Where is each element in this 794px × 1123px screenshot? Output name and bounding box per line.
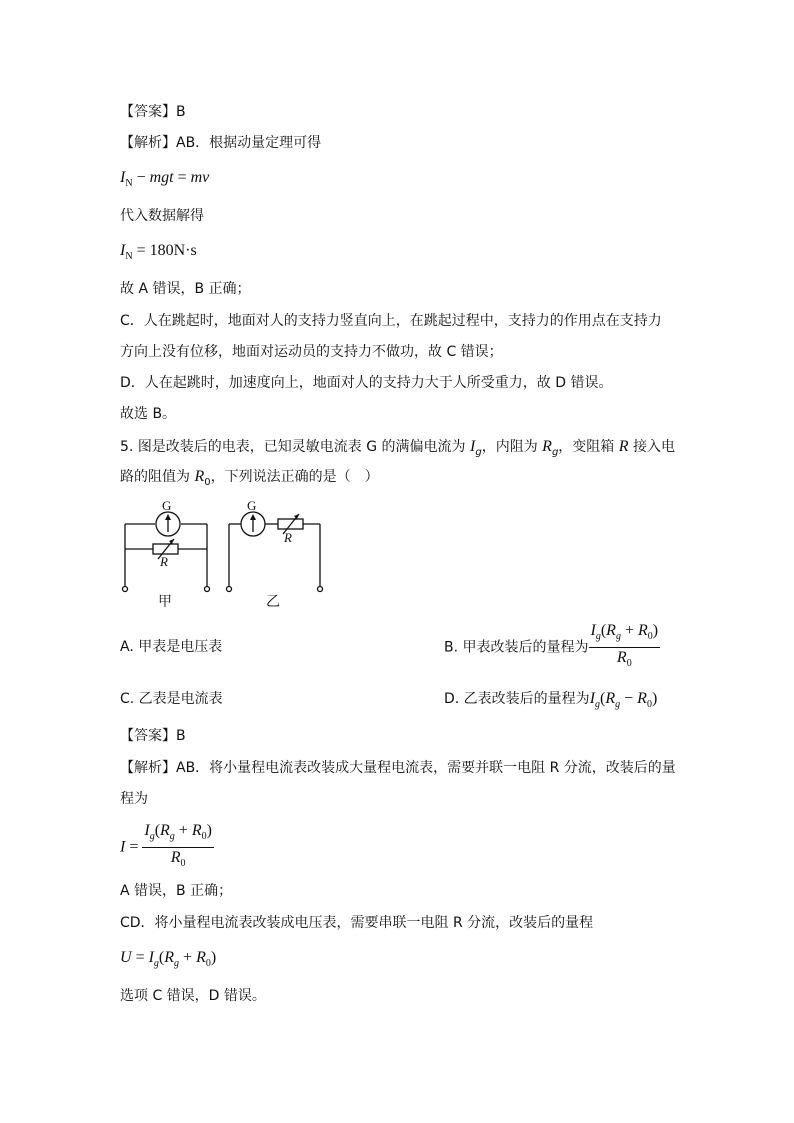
g-label-yi: G	[247, 498, 257, 513]
option-c[interactable]: C. 乙表是电流表	[120, 691, 223, 707]
option-b[interactable]: B. 甲表改装后的量程为 $\frac{I_g(R_g + R_0)}{R_0}$	[444, 622, 660, 673]
answer-label-2: 【答案】B	[120, 728, 186, 744]
r-label-yi: R	[284, 530, 292, 545]
option-c-analysis-line1: C．人在跳起时，地面对人的支持力竖直向上，在跳起过程中，支持力的作用点在支持力	[120, 313, 662, 329]
option-b-formula: $\frac{I_g(R_g + R_0)}{R_0}$	[590, 622, 659, 669]
option-d-formula: $I_g(R_g - R_0)$	[589, 690, 658, 710]
analysis2-cd-line: CD．将小量程电流表改装成电压表，需要串联一电阻 R 分流，改装后的量程	[120, 915, 594, 931]
equation-result: $I_N = 180N\cdot s$	[120, 242, 197, 262]
caption-jia: 甲	[158, 595, 172, 610]
caption-yi: 乙	[266, 595, 280, 610]
option-c-analysis-line2: 方向上没有位移，地面对运动员的支持力不做功，故 C 错误；	[120, 344, 503, 360]
g-label-jia: G	[162, 498, 172, 513]
galvanometer-yi	[241, 512, 265, 536]
analysis2-line1: 【解析】AB．将小量程电流表改装成大量程电流表，需要并联一电阻 R 分流，改装后的量	[120, 760, 676, 776]
option-d[interactable]: D. 乙表改装后的量程为$I_g(R_g - R_0)$	[444, 690, 658, 710]
rheostat-arrow-jia	[169, 539, 174, 544]
conclusion-ab-2: A 错误，B 正确；	[120, 883, 233, 899]
question-5-stem-line2: 路的阻值为 $R_0$，下列说法正确的是（ ）	[120, 468, 379, 488]
equation-voltmeter-range: $U = I_g(R_g + R_0)$	[120, 949, 217, 969]
analysis2-line2: 程为	[120, 791, 148, 807]
conclusion-ab-1: 故 A 错误，B 正确；	[120, 281, 251, 297]
final-answer-1: 故选 B。	[120, 406, 177, 422]
r-label-jia: R	[160, 554, 168, 569]
final-answer-2: 选项 C 错误，D 错误。	[120, 988, 266, 1004]
circuit-diagram	[110, 496, 340, 616]
equation-ammeter-range: I = $\frac{I_g(R_g + R_0)}{R_0}$	[120, 822, 212, 869]
equation-momentum-theorem: $I_N$ − mgt = mv	[120, 169, 210, 189]
substitute-text: 代入数据解得	[120, 208, 204, 224]
galvanometer-jia	[156, 512, 180, 536]
option-a[interactable]: A. 甲表是电压表	[120, 639, 223, 655]
question-5-stem-line1: 5. 图是改装后的电表，已知灵敏电流表 G 的满偏电流为 $I_g$，内阻为 $R_g$，变阻箱 R 接入电	[120, 438, 675, 458]
answer-label-1: 【答案】B	[120, 104, 186, 120]
rheostat-arrow-yi	[294, 514, 299, 519]
option-d-analysis: D．人在起跳时，加速度向上，地面对人的支持力大于人所受重力，故 D 错误。	[120, 375, 613, 391]
analysis-intro-1: 【解析】AB．根据动量定理可得	[120, 135, 322, 151]
